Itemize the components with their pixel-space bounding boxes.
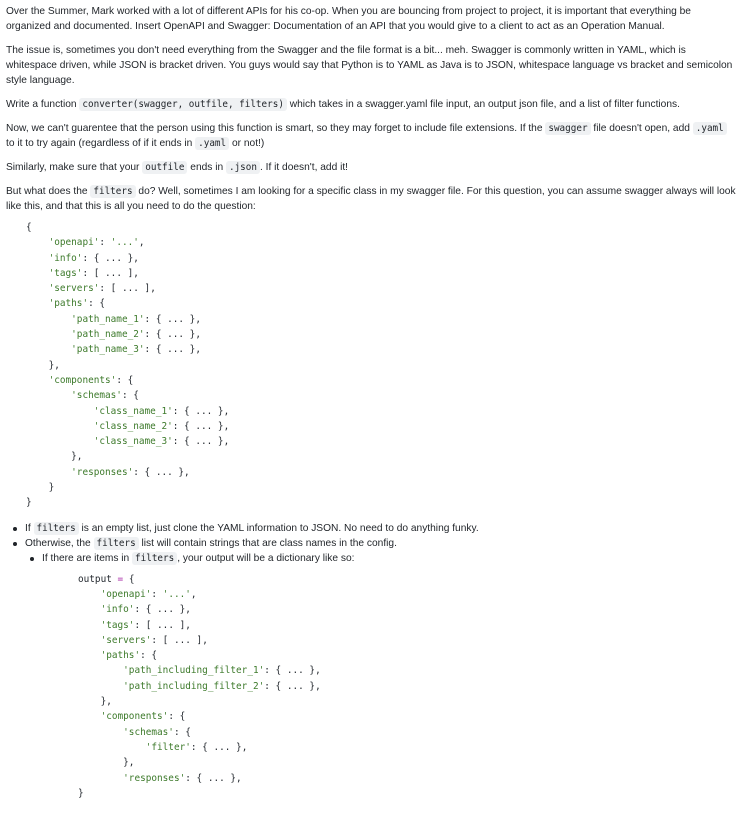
- code-token: 'class_name_3': [93, 436, 173, 448]
- code-token: 'responses': [71, 466, 134, 478]
- code-token: 'path_name_1': [71, 313, 145, 325]
- code-token: 'responses': [123, 772, 186, 784]
- code-token: [78, 711, 101, 722]
- code-token: 'path_name_3': [71, 344, 145, 356]
- intro-paragraph: Over the Summer, Mark worked with a lot of different APIs for his co-op. When you are bouncing from project to project, it is important that everything be organized and documented. Insert OpenAPI and Swagger: Documentation of an API that you would give to a client to act as an Operation Manual.: [6, 6, 691, 32]
- code-token: },: [78, 696, 112, 708]
- code-line: [78, 663, 738, 678]
- text: or not!): [229, 138, 265, 149]
- bullet-icon: [13, 527, 17, 531]
- code-token: 'openapi': [100, 588, 152, 600]
- code-token: [26, 298, 49, 309]
- inline-code: filters: [90, 185, 135, 198]
- code-token: : { ... },: [134, 604, 191, 616]
- code-token: [26, 390, 71, 401]
- code-line: [26, 266, 738, 281]
- text: to it to try again (regardless of if it ends in: [6, 138, 196, 149]
- code-line: [26, 465, 738, 480]
- text: do? Well, sometimes I am looking for a specific class in my swagger file. For this question, you can assume swagger always will look like this, and that this is all you need to do the question:: [6, 186, 736, 212]
- code-line: [26, 312, 738, 327]
- code-token: 'servers': [48, 283, 100, 295]
- text: ends in: [187, 162, 226, 173]
- code-token: ,: [138, 237, 145, 249]
- code-token: output: [78, 573, 118, 585]
- code-token: : { ... },: [172, 420, 230, 432]
- code-token: : [ ... ],: [82, 267, 139, 279]
- code-line: [26, 388, 738, 403]
- code-token: : {: [88, 298, 106, 310]
- text: Similarly, make sure that your: [6, 162, 143, 173]
- inline-code: .yaml: [195, 137, 229, 150]
- text: which takes in a swagger.yaml file input, an output json file, and a list of filter functions.: [286, 99, 680, 110]
- inline-code: swagger: [545, 122, 590, 135]
- code-token: : { ... },: [172, 436, 230, 448]
- code-line: [78, 740, 738, 755]
- code-token: [78, 635, 101, 646]
- code-line: [78, 725, 738, 740]
- function-paragraph: [6, 97, 738, 112]
- code-token: : {: [140, 650, 158, 662]
- code-token: 'schemas': [123, 726, 174, 738]
- code-token: =: [117, 573, 124, 585]
- code-token: [26, 467, 71, 478]
- code-token: [26, 375, 49, 386]
- code-token: },: [78, 757, 135, 769]
- code-token: }: [26, 482, 55, 494]
- code-token: : {: [168, 711, 186, 723]
- code-token: [78, 604, 101, 615]
- code-token: 'paths': [48, 298, 89, 310]
- code-line: [26, 327, 738, 342]
- code-line: [78, 587, 738, 602]
- code-token: [78, 727, 123, 738]
- code-token: {: [26, 222, 32, 233]
- code-token: : { ... },: [144, 313, 201, 325]
- code-token: 'class_name_2': [93, 420, 173, 432]
- bullet-list: [6, 521, 738, 801]
- code-token: [26, 344, 71, 355]
- code-token: [26, 283, 49, 294]
- code-token: 'tags': [48, 267, 83, 279]
- code-token: 'info': [48, 252, 83, 264]
- inline-code: converter(swagger, outfile, filters): [79, 98, 287, 111]
- code-token: : { ... },: [264, 680, 321, 692]
- code-token: 'path_including_filter_1': [123, 665, 265, 677]
- code-token: {: [123, 573, 135, 585]
- code-token: : [ ... ],: [99, 283, 156, 295]
- text: If: [25, 522, 34, 534]
- code-line: [26, 220, 738, 235]
- filters-paragraph: [6, 184, 738, 214]
- code-token: [26, 329, 71, 340]
- code-token: 'servers': [100, 634, 152, 646]
- list-item: [25, 536, 738, 801]
- bullet-icon: [13, 542, 17, 546]
- code-token: : { ... },: [172, 405, 230, 417]
- outfile-paragraph: [6, 160, 738, 175]
- code-token: [78, 665, 123, 676]
- text: file doesn't open, add: [590, 123, 693, 134]
- text: list will contain strings that are class names in the config.: [138, 537, 397, 549]
- code-token: :: [99, 237, 111, 249]
- code-token: [26, 436, 94, 447]
- code-line: [78, 694, 738, 709]
- code-token: 'components': [100, 711, 169, 723]
- code-line: [26, 358, 738, 373]
- code-token: : { ... },: [82, 252, 139, 264]
- code-token: [78, 589, 101, 600]
- code-token: [78, 620, 101, 631]
- code-token: 'schemas': [71, 390, 122, 402]
- code-line: [26, 251, 738, 266]
- code-token: : { ... },: [190, 741, 248, 753]
- code-line: [78, 679, 738, 694]
- code-token: : { ... },: [144, 344, 201, 356]
- code-token: [78, 773, 123, 784]
- inline-code: .json: [226, 161, 260, 174]
- inline-code: outfile: [142, 161, 187, 174]
- code-token: 'info': [100, 604, 135, 616]
- nested-bullet-list: [25, 551, 738, 801]
- code-token: [78, 681, 123, 692]
- code-token: 'path_including_filter_2': [123, 680, 265, 692]
- code-token: : { ... },: [264, 665, 321, 677]
- code-token: [78, 650, 101, 661]
- issue-paragraph: The issue is, sometimes you don't need everything from the Swagger and the file format is a bit... meh. Swagger is commonly written in YAML, which is whitespace driven, while JSON is bracket driven. You guys would say that Python is to YAML as Java is to JSON, whitespace language vs bracket and semicolon style language.: [6, 45, 733, 86]
- inline-code: .yaml: [693, 122, 727, 135]
- code-token: : [ ... ],: [134, 619, 191, 631]
- code-line: [26, 449, 738, 464]
- code-token: },: [26, 359, 60, 371]
- code-line: [26, 342, 738, 357]
- code-token: 'class_name_1': [93, 405, 173, 417]
- code-line: [26, 373, 738, 388]
- code-token: '...': [110, 237, 139, 249]
- code-line: [26, 235, 738, 250]
- code-token: [78, 742, 146, 753]
- extension-paragraph: [6, 121, 738, 151]
- code-line: [78, 709, 738, 724]
- code-token: [26, 421, 94, 432]
- bullet-icon: [30, 557, 34, 561]
- text: But what does the: [6, 186, 91, 197]
- code-token: : {: [121, 390, 139, 402]
- code-token: ,: [190, 588, 197, 600]
- code-token: 'tags': [100, 619, 135, 631]
- code-line: [78, 633, 738, 648]
- code-line: [26, 480, 738, 495]
- text: Otherwise, the: [25, 537, 94, 549]
- inline-code: filters: [34, 522, 79, 535]
- code-token: 'paths': [100, 650, 141, 662]
- code-line: [26, 281, 738, 296]
- code-token: : [ ... ],: [151, 634, 208, 646]
- text: , your output will be a dictionary like so:: [177, 552, 355, 564]
- inline-code: filters: [94, 537, 139, 550]
- code-line: [78, 572, 738, 587]
- list-item: [25, 521, 738, 536]
- code-token: : {: [116, 374, 134, 386]
- code-line: [26, 296, 738, 311]
- output-structure-code-block: [78, 572, 738, 801]
- code-token: },: [26, 451, 83, 463]
- text: If there are items in: [42, 552, 133, 564]
- code-line: [78, 771, 738, 786]
- text: . If it doesn't, add it!: [259, 162, 348, 173]
- code-line: [78, 618, 738, 633]
- code-token: 'components': [48, 374, 117, 386]
- code-token: [26, 268, 49, 279]
- code-line: [78, 786, 738, 801]
- code-token: [26, 314, 71, 325]
- code-token: [26, 237, 49, 248]
- text: Write a function: [6, 99, 80, 110]
- list-item: [42, 551, 738, 801]
- code-line: [26, 419, 738, 434]
- code-token: '...': [162, 588, 191, 600]
- code-token: 'filter': [145, 741, 191, 753]
- code-line: [26, 495, 738, 510]
- code-token: : { ... },: [185, 772, 242, 784]
- code-line: [26, 404, 738, 419]
- code-token: : { ... },: [133, 466, 190, 478]
- code-line: [26, 434, 738, 449]
- code-token: }: [26, 497, 32, 509]
- inline-code: filters: [132, 552, 177, 565]
- code-line: [78, 602, 738, 617]
- code-token: [26, 253, 49, 264]
- code-token: : { ... },: [144, 329, 201, 341]
- code-token: 'path_name_2': [71, 329, 145, 341]
- swagger-structure-code-block: [26, 220, 738, 511]
- text: Now, we can't guarentee that the person using this function is smart, so they may forget to include file extensions. If the: [6, 123, 546, 134]
- code-token: :: [151, 588, 163, 600]
- code-token: 'openapi': [48, 237, 100, 249]
- code-token: [26, 406, 94, 417]
- code-token: : {: [173, 726, 191, 738]
- code-token: }: [78, 787, 84, 799]
- code-line: [78, 648, 738, 663]
- code-line: [78, 755, 738, 770]
- text: is an empty list, just clone the YAML information to JSON. No need to do anything funky.: [78, 522, 479, 534]
